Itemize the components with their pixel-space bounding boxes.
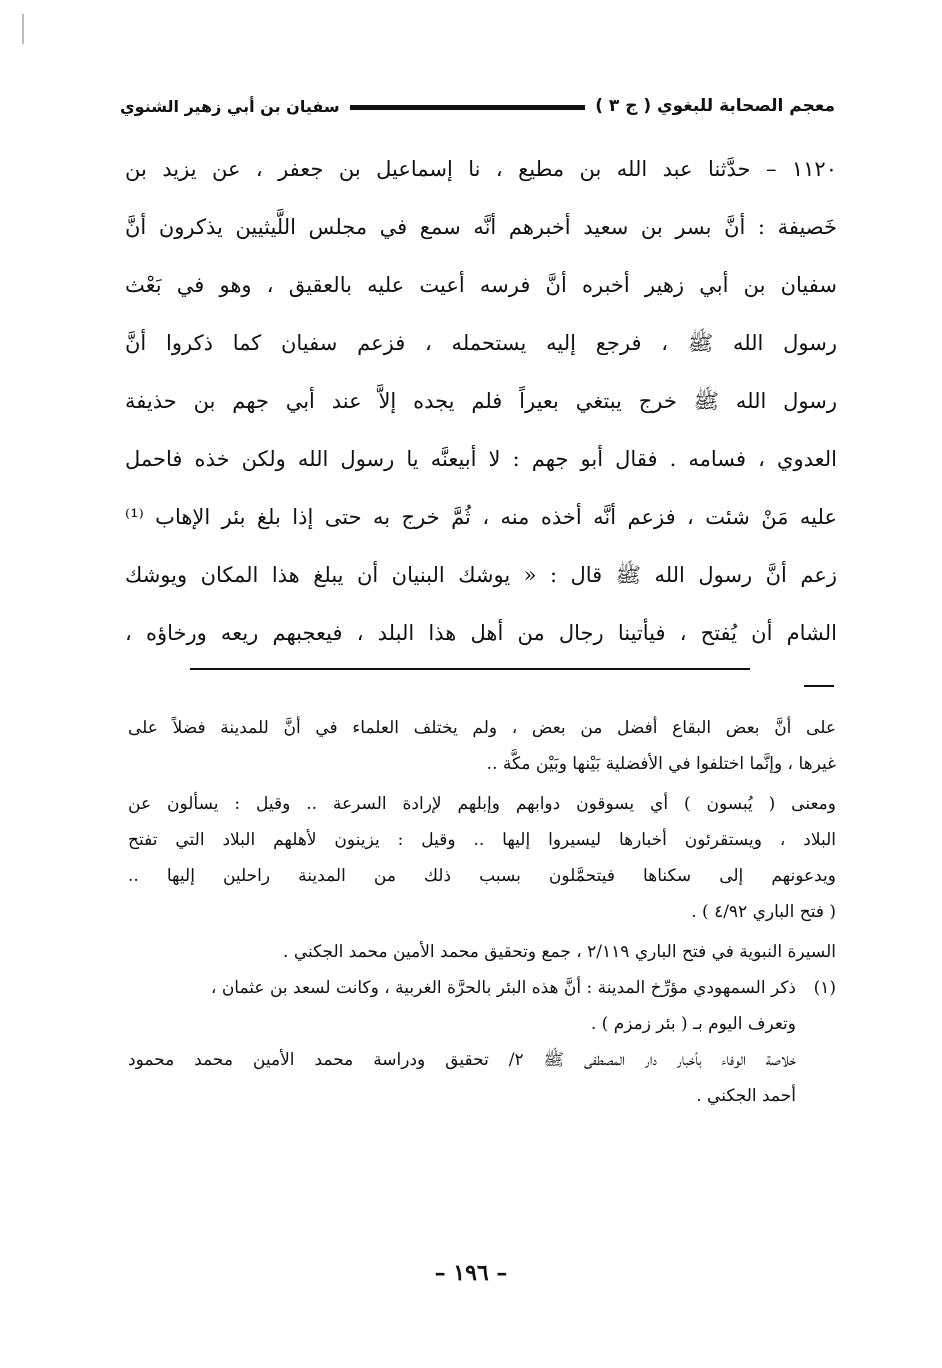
main-text <box>125 140 837 662</box>
page-number: – ١٩٦ – <box>434 1260 508 1286</box>
footnote-line: على أنَّ بعض البقاع أفضل من بعض ، ولم يختلف العلماء في أنَّ للمدينة فضلاً على <box>128 718 836 738</box>
footnote-line: غيرها ، وإنَّما اختلفوا في الأفضلية بَيْنها وبَيْن مكَّة .. <box>486 754 836 774</box>
text-line: زعم أنَّ رسول الله ﷺ قال : « يوشك البنيان أن يبلغ هذا المكان ويوشك <box>125 563 837 587</box>
footnote-dash <box>804 685 834 687</box>
text-line: سفيان بن أبي زهير أخبره أنَّ فرسه أعيت عليه بالعقيق ، وهو في بَعْث <box>125 273 837 297</box>
footnote-line: البلاد ، ويستقرئون أخبارها ليسيروا إليها .. وقيل : يزينون لأهلهم البلاد التي تفتح <box>128 830 836 850</box>
text-line: الشام أن يُفتح ، فيأتينا رجال من أهل هذا البلد ، فيعجبهم ريعه ورخاؤه ، <box>125 621 837 645</box>
footnote-line: ويدعونهم إلى سكناها فيتحمَّلون بسبب ذلك من المدينة راحلين إليها .. <box>128 866 836 886</box>
footnote-text: ذكر السمهودي مؤرِّخ المدينة : أنَّ هذه البئر بالحرَّة الغربية ، وكانت لسعد بن عثمان ، <box>210 978 796 998</box>
chapter-title: سفيان بن أبي زهير الشنوي <box>120 96 340 116</box>
footnotes <box>128 710 836 1114</box>
footnote-item <box>128 970 836 1006</box>
footnote-line: ومعنى ( يُبسون ) أي يسوقون دوابهم وإبلهم لإرادة السرعة .. وقيل : يسألون عن <box>128 794 836 814</box>
text-line: العدوي ، فسامه . فقال أبو جهم : لا أبيعنَّه يا رسول الله ولكن خذه فاحمل <box>125 447 837 471</box>
text-line: رسول الله ﷺ ، فرجع إليه يستحمله ، فزعم سفيان كما ذكروا أنَّ <box>125 331 837 355</box>
footnote-line: وتعرف اليوم بـ ( بئر زمزم ) . <box>590 1014 796 1034</box>
footnote-source: السيرة النبوية في فتح الباري ٢/١١٩ ، جمع وتحقيق محمد الأمين محمد الجكني . <box>283 942 836 962</box>
running-header <box>120 88 835 124</box>
scan-edge-mark <box>22 14 24 44</box>
footnote-number: (١) <box>813 978 836 998</box>
text-line: عليه مَنْ شئت ، فزعم أنَّه أخذه منه ، ثُمَّ خرج به حتى إذا بلغ بئر الإهاب ⁽¹⁾ <box>125 505 837 529</box>
text-line: خَصيفة : أنَّ بسر بن سعيد أخبرهم أنَّه سمع في مجلس اللَّيثيين يذكرون أنَّ <box>125 215 837 239</box>
footnote-source: أحمد الجكني . <box>696 1086 796 1106</box>
footnote-citation: ( فتح الباري ٤/٩٢ ) . <box>691 902 836 922</box>
book-title: معجم الصحابة للبغوي ( ج ٣ ) <box>595 96 835 116</box>
header-rule <box>350 105 586 110</box>
text-line: ١١٢٠ – حدَّثنا عبد الله بن مطيع ، نا إسماعيل بن جعفر ، عن يزيد بن <box>125 157 837 181</box>
footnote-source: خلاصة الوفاء بأخبار دار المصطفى ﷺ ٢/ تحقيق ودراسة محمد الأمين محمد محمود <box>128 1050 796 1070</box>
footnote-separator <box>190 668 750 670</box>
text-line: رسول الله ﷺ خرج يبتغي بعيراً فلم يجده إلاَّ عند أبي جهم بن حذيفة <box>125 389 837 413</box>
